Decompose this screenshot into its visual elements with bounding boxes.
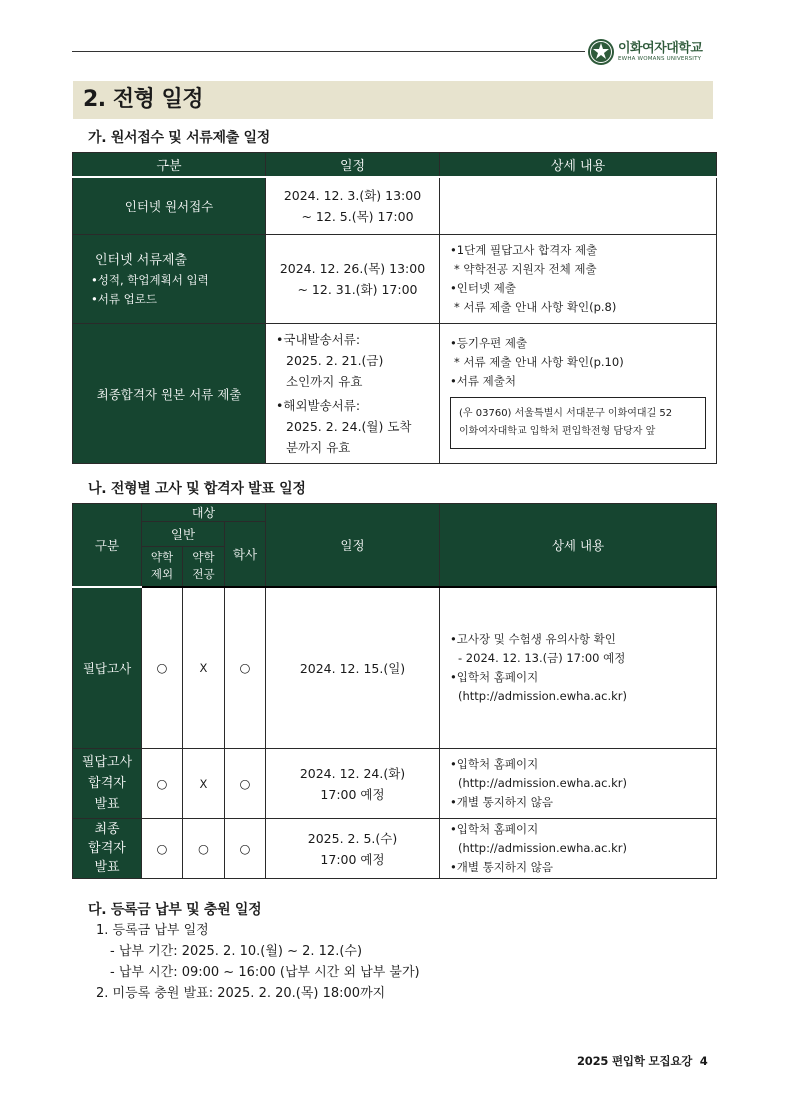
target-mark: ○: [225, 587, 266, 749]
col-header-pharm-major: 약학: [192, 550, 215, 565]
detail-line: * 서류 제출 안내 사항 확인(p.10): [454, 355, 624, 369]
schedule-date: 2024. 12. 24.(화): [299, 765, 406, 781]
table-row: [73, 177, 717, 235]
application-schedule-table: [72, 152, 717, 464]
col-header-pharm-excluded-2: 제외: [150, 567, 174, 582]
detail-line: (http://admission.ewha.ac.kr): [458, 688, 627, 703]
schedule-end: ~ 12. 31.(화) 17:00: [297, 282, 418, 297]
col-header-pharm-major-2: 전공: [192, 567, 215, 582]
row-label-written-exam: 필답고사: [73, 587, 142, 749]
table-row: [73, 749, 717, 819]
subsection-c-title: 다. 등록금 납부 및 충원 일정: [88, 902, 262, 918]
logo-korean-name: 이화여자대학교: [618, 40, 703, 56]
col-header-category: 구분: [73, 153, 266, 177]
detail-line: •1단계 필답고사 합격자 제출: [450, 243, 598, 257]
target-mark: ○: [225, 819, 266, 879]
col-header-general: 일반: [142, 522, 225, 547]
schedule-start: 2024. 12. 3.(화) 13:00: [283, 187, 422, 203]
target-mark: ○: [183, 819, 225, 879]
detail-line: •입학처 홈페이지: [450, 757, 539, 771]
col-header-schedule: 일정: [266, 153, 440, 177]
subsection-b-title: 나. 전형별 고사 및 합격자 발표 일정: [88, 481, 306, 497]
overseas-note: 분까지 유효: [286, 440, 351, 455]
body-line: 1. 등록금 납부 일정: [96, 923, 209, 938]
target-mark: ○: [225, 749, 266, 819]
exam-schedule-table: [72, 503, 717, 879]
col-header-detail: 상세 내용: [440, 504, 717, 587]
row-sublabel-grades: •성적, 학업계획서 입력: [91, 273, 209, 287]
detail-line: •인터넷 제출: [450, 281, 516, 295]
detail-line: •고사장 및 수험생 유의사항 확인: [450, 631, 616, 646]
target-mark: ○: [142, 819, 183, 879]
schedule-time: 17:00 예정: [320, 851, 385, 867]
table-row: [73, 819, 717, 879]
domestic-label: •국내발송서류:: [276, 332, 361, 347]
row-label-written-pass-3: 발표: [94, 797, 120, 812]
detail-line: •서류 제출처: [450, 374, 516, 388]
table-row: [73, 587, 717, 749]
schedule-date: 2025. 2. 5.(수): [307, 830, 398, 846]
table-row: [73, 324, 717, 464]
col-header-schedule: 일정: [266, 504, 440, 587]
address-line: 이화여자대학교 입학처 편입학전형 담당자 앞: [459, 426, 656, 437]
tuition-schedule-text: [96, 920, 420, 1004]
row-label-online-documents: 인터넷 서류제출: [95, 253, 188, 268]
col-header-target: 대상: [142, 504, 266, 522]
row-label-final-pass-2: 합격자: [88, 841, 126, 856]
detail-line: •개별 통지하지 않음: [450, 795, 553, 809]
target-mark: X: [183, 749, 225, 819]
row-sublabel-upload: •서류 업로드: [91, 292, 157, 306]
section-title: 2. 전형 일정: [73, 81, 713, 119]
detail-line: •개별 통지하지 않음: [450, 860, 553, 874]
schedule-time: 17:00 예정: [320, 786, 385, 802]
row-label-final-pass: 최종: [94, 822, 120, 837]
ewha-emblem-icon: [587, 38, 615, 66]
target-mark: X: [183, 587, 225, 749]
detail-line: •등기우편 제출: [450, 336, 528, 350]
detail-line: (http://admission.ewha.ac.kr): [458, 776, 627, 790]
address-line: (우 03760) 서울특별시 서대문구 이화여대길 52: [459, 408, 673, 419]
domestic-date: 2025. 2. 21.(금): [286, 353, 384, 368]
overseas-label: •해외발송서류:: [276, 398, 361, 413]
schedule-date: 2024. 12. 15.(일): [266, 587, 440, 749]
table-row: [73, 235, 717, 324]
logo-english-name: EWHA WOMANS UNIVERSITY: [618, 55, 702, 62]
body-line: - 납부 시간: 09:00 ~ 16:00 (납부 시간 외 납부 불가): [110, 965, 420, 980]
col-header-pharm-excluded: 약학: [150, 550, 174, 565]
row-label-online-application: 인터넷 원서접수: [73, 177, 266, 235]
col-header-detail: 상세 내용: [440, 153, 717, 177]
row-label-final-documents: 최종합격자 원본 서류 제출: [73, 324, 266, 464]
page-footer: 2025 편입학 모집요강 4: [577, 1054, 708, 1068]
target-mark: ○: [142, 749, 183, 819]
row-label-final-pass-3: 발표: [94, 860, 120, 875]
overseas-date: 2025. 2. 24.(월) 도착: [286, 419, 412, 434]
body-line: 2. 미등록 충원 발표: 2025. 2. 20.(목) 18:00까지: [96, 986, 386, 1001]
detail-line: * 약학전공 지원자 전체 제출: [454, 262, 597, 276]
schedule-start: 2024. 12. 26.(목) 13:00: [279, 261, 426, 276]
detail-line: (http://admission.ewha.ac.kr): [458, 841, 627, 855]
domestic-note: 소인까지 유효: [286, 374, 363, 389]
body-line: - 납부 기간: 2025. 2. 10.(월) ~ 2. 12.(수): [110, 944, 363, 959]
detail-line: •입학처 홈페이지: [450, 822, 539, 836]
mailing-address-box: [450, 397, 706, 449]
col-header-category: 구분: [73, 504, 142, 587]
detail-line: - 2024. 12. 13.(금) 17:00 예정: [458, 650, 626, 665]
subsection-a-title: 가. 원서접수 및 서류제출 일정: [88, 130, 271, 146]
header-rule: [72, 51, 585, 52]
university-logo: [587, 38, 702, 66]
detail-line: * 서류 제출 안내 사항 확인(p.8): [454, 300, 617, 314]
col-header-bachelor: 학사: [225, 522, 266, 587]
detail-line: •입학처 홈페이지: [450, 669, 539, 684]
schedule-end: ~ 12. 5.(목) 17:00: [301, 208, 414, 224]
row-label-written-pass: 필답고사: [81, 755, 133, 770]
row-label-written-pass-2: 합격자: [88, 776, 126, 791]
target-mark: ○: [142, 587, 183, 749]
detail-empty: [440, 177, 717, 235]
